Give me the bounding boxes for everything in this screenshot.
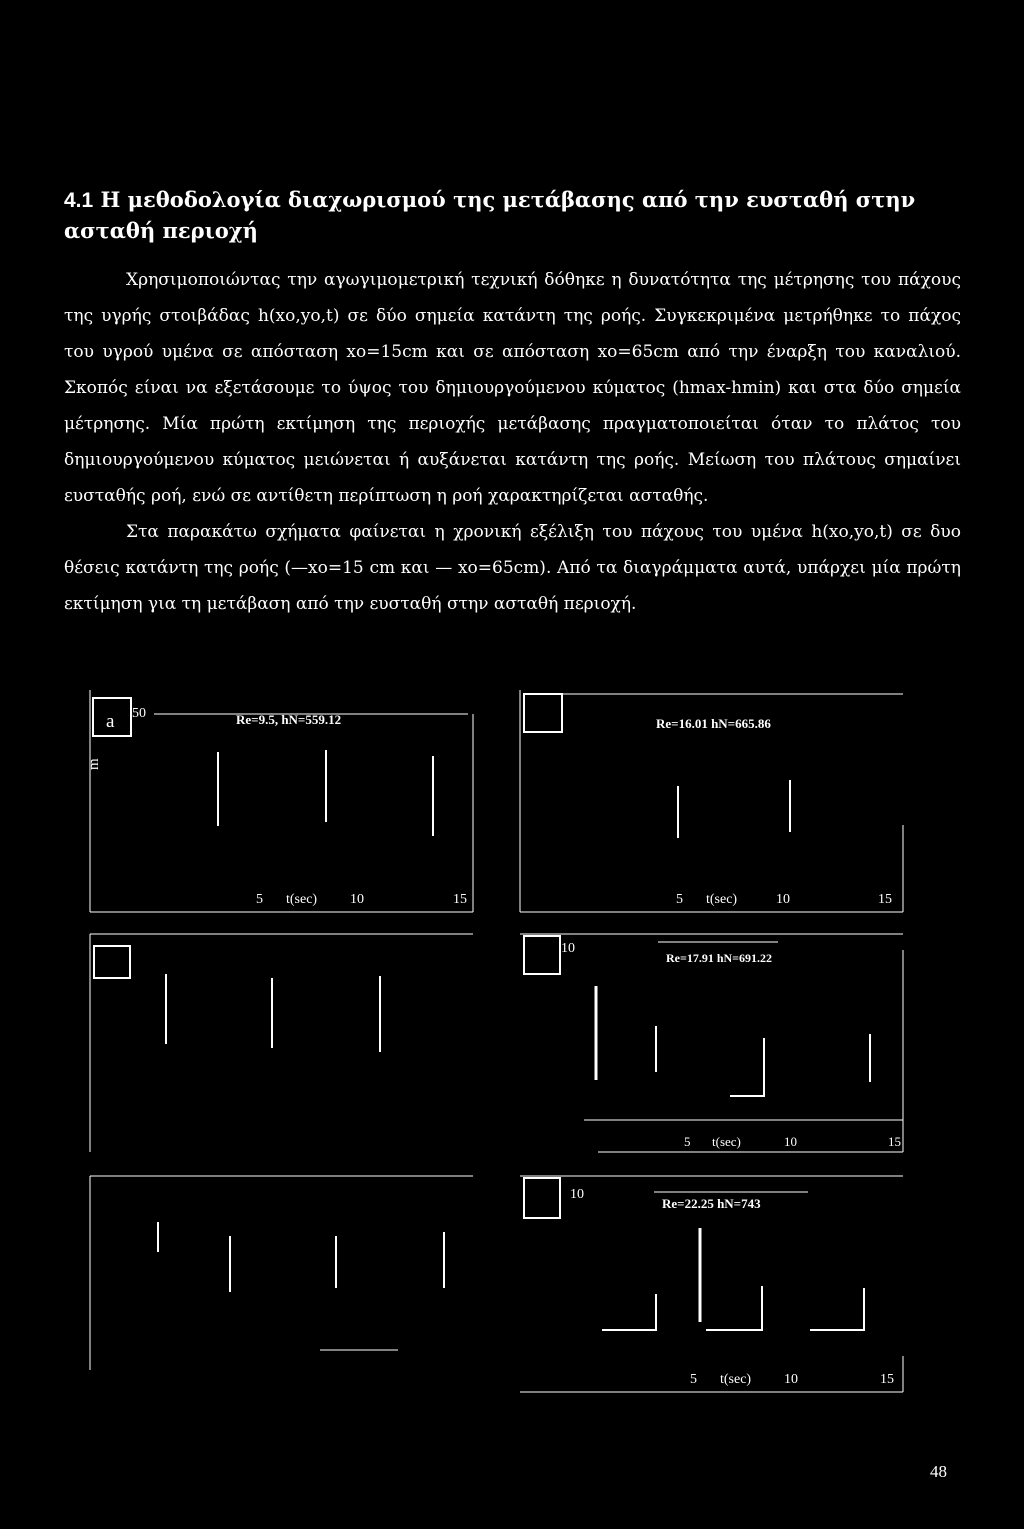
panel-f-signal-3 [706,1286,762,1330]
panel-b-x-tick-15: 15 [878,892,892,907]
panel-d-label-box [524,936,560,974]
chart-panel-d [518,930,908,1160]
panel-d-annotation: Re=17.91 hN=691.22 [666,951,773,965]
panel-a-x-label: t(sec) [286,892,318,907]
page-number: 48 [930,1462,947,1481]
section-title [64,185,964,246]
panel-a-y-label: m [86,758,102,770]
panel-d-x-tick-15: 15 [888,1134,901,1149]
panel-a-label: a [106,711,115,732]
panel-f-signal-4 [810,1288,864,1330]
panel-b-annotation: Re=16.01 hN=665.86 [656,716,771,731]
panel-f-y-top-tick: 10 [570,1187,584,1202]
section-number: 4.1 [64,189,94,212]
paragraph-2: Στα παρακάτω σχήματα φαίνεται η χρονική εξέλιξη του πάχους του υμένα h(xo,yo,t) σε δυο θέσεις κατάντη της ροής (—xo=15 cm και — xo=65cm). Από τα διαγράμματα αυτά, υπάρχει μία πρώτη εκτίμηση για τη μετάβαση από την ευσταθή στην ασταθή περιοχή. [64,522,961,614]
panel-d-x-label: t(sec) [712,1134,741,1149]
panel-d-y-top-tick: 10 [561,941,575,956]
body-text [64,262,961,622]
panel-f-annotation: Re=22.25 hN=743 [662,1196,761,1211]
panel-d-signal-3 [730,1038,764,1096]
panel-c-label-box [94,946,130,978]
chart-panel-f [518,1170,908,1395]
chart-panel-a [88,690,478,915]
paragraph-1: Χρησιμοποιώντας την αγωγιμομετρική τεχνική δόθηκε η δυνατότητα της μέτρησης του πάχους της υγρής στοιβάδας h(xo,yo,t) σε δύο σημεία κατάντη της ροής. Συγκεκριμένα μετρήθηκε το πάχος του υγρού υμένα σε απόσταση xo=15cm και σε απόσταση xo=65cm από την έναρξη του καναλιού. Σκοπός είναι να εξετάσουμε το ύψος του δημιουργούμενου κύματος (hmax-hmin) και στα δύο σημεία μέτρησης. Μία πρώτη εκτίμηση της περιοχής μετάβασης πραγματοποιείται όταν το πλάτος του δημιουργούμενου κύματος μειώνεται ή αυξάνεται κατάντη της ροής. Μείωση του πλάτους σημαίνει ευσταθής ροή, ενώ σε αντίθετη περίπτωση η ροή χαρακτηρίζεται ασταθής. [64,270,961,506]
panel-a-annotation: Re=9.5, hN=559.12 [236,712,342,727]
panel-f-signal-2 [602,1294,656,1330]
panel-a-x-tick-15: 15 [453,892,467,907]
panel-b-x-tick-10: 10 [776,892,790,907]
panel-d-x-tick-5: 5 [684,1134,691,1149]
panel-b-x-tick-5: 5 [676,892,683,907]
panel-f-x-tick-15: 15 [880,1372,894,1387]
panel-b-x-label: t(sec) [706,892,738,907]
panel-f-label-box [524,1178,560,1218]
chart-panel-e [88,1170,478,1395]
chart-panel-c [88,930,478,1155]
panel-a-y-top-tick: 50 [132,706,146,721]
panel-a-x-tick-10: 10 [350,892,364,907]
panel-d-x-tick-10: 10 [784,1134,797,1149]
panel-b-label-box [524,694,562,732]
panel-f-x-tick-10: 10 [784,1372,798,1387]
panel-f-x-label: t(sec) [720,1372,752,1387]
panel-a-x-tick-5: 5 [256,892,263,907]
section-title-text: Η μεθοδολογία διαχωρισμού της μετάβασης από την ευσταθή στην ασταθή περιοχή [64,187,916,243]
panel-f-x-tick-5: 5 [690,1372,697,1387]
chart-panel-b [518,690,908,915]
